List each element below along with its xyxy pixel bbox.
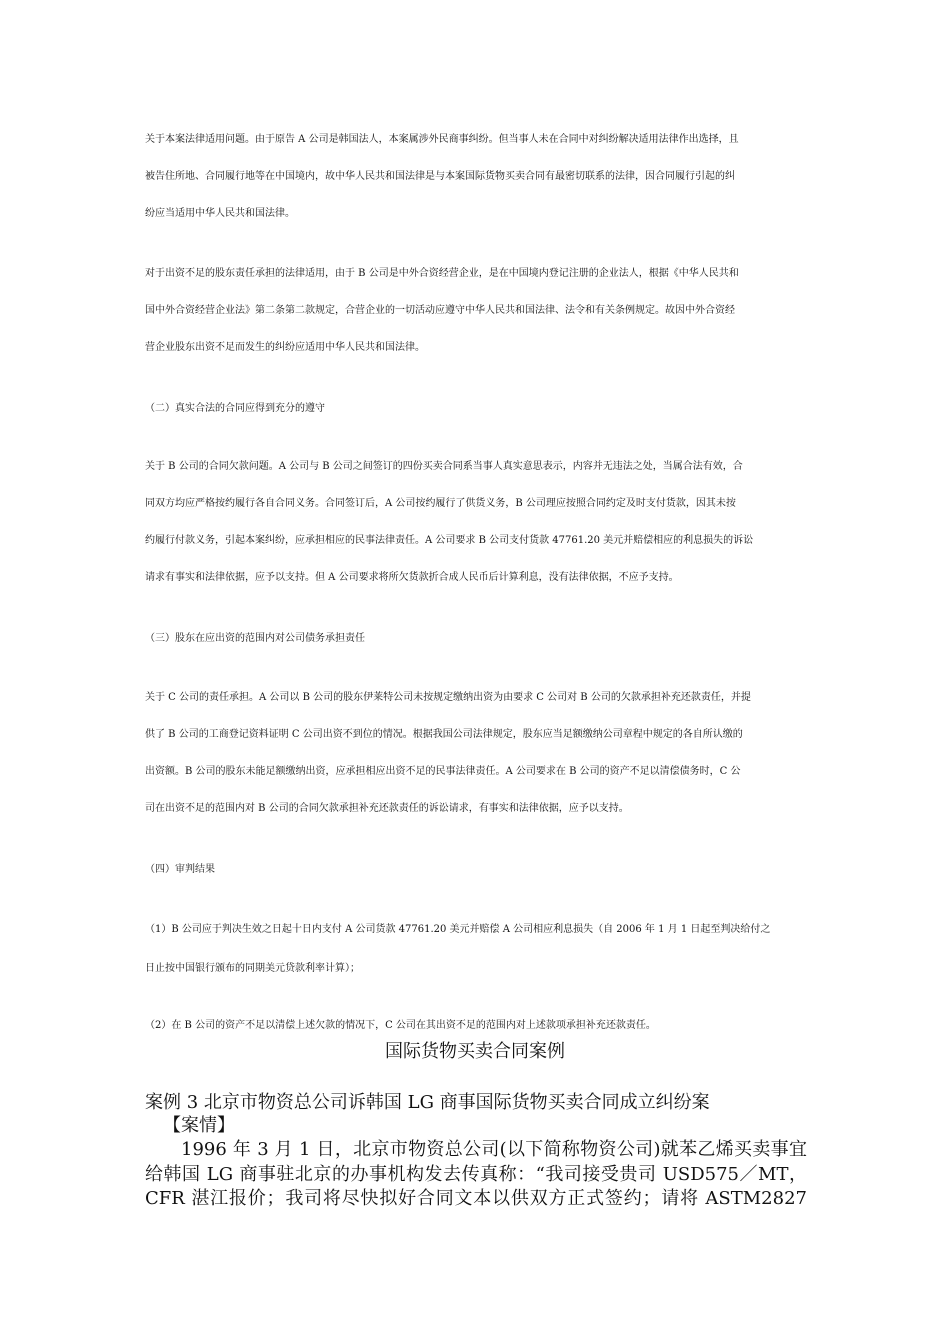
text-line: 供了 B 公司的工商登记资料证明 C 公司出资不到位的情况。根据我国公司法律规定，股东应当足额缴纳公司章程中规定的各自所认缴的 <box>145 729 743 740</box>
text-line: 关于本案法律适用问题。由于原告 A 公司是韩国法人，本案属涉外民商事纠纷。但当事人未在合同中对纠纷解决适用法律作出选择，且 <box>145 134 739 145</box>
text-line: 国中外合资经营企业法》第二条第二款规定，合营企业的一切活动应遵守中华人民共和国法律、法令和有关条例规定。故因中外合资经 <box>145 305 735 316</box>
judgment-item-2: （2）在 B 公司的资产不足以清偿上述欠款的情况下，C 公司在其出资不足的范围内对上述款项承担补充还款责任。 <box>145 1020 656 1031</box>
section-heading: （二）真实合法的合同应得到充分的遵守 <box>145 403 325 414</box>
text-line: 对于出资不足的股东责任承担的法律适用，由于 B 公司是中外合资经营企业，是在中国境内登记注册的企业法人，根据《中华人民共和 <box>145 268 739 279</box>
text-line: 纷应当适用中华人民共和国法律。 <box>145 208 295 219</box>
text-line: 司在出资不足的范围内对 B 公司的合同欠款承担补充还款责任的诉讼请求，有事实和法律依据，应予以支持。 <box>145 803 629 814</box>
text-line: 关于 C 公司的责任承担。A 公司以 B 公司的股东伊莱特公司未按规定缴纳出资为由要求 C 公司对 B 公司的欠款承担补充还款责任，并提 <box>145 692 751 703</box>
case-body-line: 给韩国 LG 商事驻北京的办事机构发去传真称：“我司接受贵司 USD575／MT， <box>145 1164 807 1185</box>
text-line: 日止按中国银行颁布的同期美元贷款利率计算）； <box>145 963 360 974</box>
text-line: 同双方均应严格按约履行各自合同义务。合同签订后，A 公司按约履行了供货义务，B 公司理应按照合同约定及时支付货款，因其未按 <box>145 498 736 509</box>
text-line: 约履行付款义务，引起本案纠纷，应承担相应的民事法律责任。A 公司要求 B 公司支付货款 47761.20 美元并赔偿相应的利息损失的诉讼 <box>145 535 754 546</box>
case-body-line: 1996 年 3 月 1 日，北京市物资总公司(以下简称物资公司)就苯乙烯买卖事宜 <box>181 1139 807 1160</box>
text-line: 被告住所地、合同履行地等在中国境内，故中华人民共和国法律是与本案国际货物买卖合同有最密切联系的法律，因合同履行引起的纠 <box>145 171 735 182</box>
case-title: 案例 3 北京市物资总公司诉韩国 LG 商事国际货物买卖合同成立纠纷案 <box>145 1092 710 1113</box>
case-body-line: CFR 湛江报价；我司将尽快拟好合同文本以供双方正式签约；请将 ASTM2827 <box>145 1188 807 1209</box>
section-heading: （四）审判结果 <box>145 864 215 875</box>
text-line: 关于 B 公司的合同欠款问题。A 公司与 B 公司之间签订的四份买卖合同系当事人真实意思表示，内容并无违法之处，当属合法有效，合 <box>145 461 743 472</box>
text-line: （1）B 公司应于判决生效之日起十日内支付 A 公司货款 47761.20 美元并赔偿 A 公司相应利息损失（自 2006 年 1 月 1 日起至判决给付之 <box>145 924 771 935</box>
text-line: 出资额。B 公司的股东未能足额缴纳出资，应承担相应出资不足的民事法律责任。A 公司要求在 B 公司的资产不足以清偿债务时，C 公 <box>145 766 741 777</box>
section-heading: （三）股东在应出资的范围内对公司债务承担责任 <box>145 633 365 644</box>
text-line: 营企业股东出资不足而发生的纠纷应适用中华人民共和国法律。 <box>145 342 425 353</box>
text-line: 请求有事实和法律依据，应予以支持。但 A 公司要求将所欠货款折合成人民币后计算利息，没有法律依据，不应予支持。 <box>145 572 679 583</box>
document-title: 国际货物买卖合同案例 <box>385 1041 565 1062</box>
case-label: 【案情】 <box>163 1115 235 1136</box>
